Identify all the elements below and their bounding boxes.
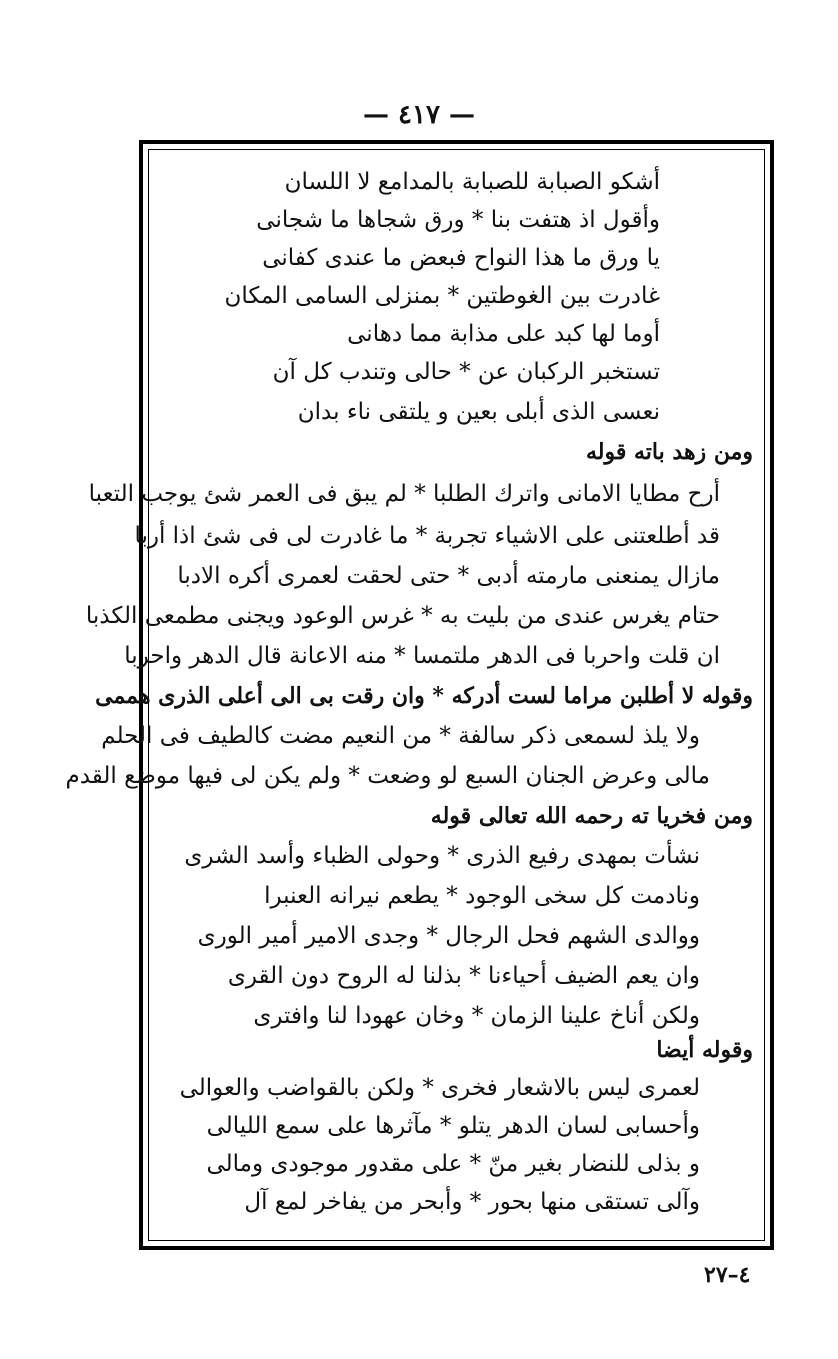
verse-line: حتام يغرس عندى من بليت به * غرس الوعود ويجنى مطمعى الكذبا xyxy=(85,603,720,629)
signature-mark: ٤–٢٧ xyxy=(704,1262,751,1288)
verse-line: تستخبر الركبان عن * حالى وتندب كل آن xyxy=(272,359,660,385)
verse-line: مازال يمنعنى مارمته أدبى * حتى لحقت لعمرى أكره الادبا xyxy=(177,563,720,589)
verse-line: نشأت بمهدى رفيع الذرى * وحولى الظباء وأسد الشرى xyxy=(184,843,700,869)
page-number: — ٤١٧ — xyxy=(362,100,476,130)
verse-line: أرح مطايا الامانى واترك الطلبا * لم يبق فى العمر شئ يوجب التعبا xyxy=(88,481,720,507)
verse-line: ان قلت واحربا فى الدهر ملتمسا * منه الاعانة قال الدهر واحربا xyxy=(124,643,720,669)
section-heading: ومن فخريا ته رحمه الله تعالى قوله xyxy=(430,803,753,829)
section-heading: وقوله أيضا xyxy=(656,1037,753,1063)
verse-line: ووالدى الشهم فحل الرجال * وجدى الامير أمير الورى xyxy=(197,923,700,949)
verse-line: وأقول اذ هتفت بنا * ورق شجاها ما شجانى xyxy=(256,207,660,233)
text-body xyxy=(65,158,755,1233)
verse-line: و بذلى للنضار بغير منّ * على مقدور موجودى ومالى xyxy=(206,1151,700,1177)
verse-line: أوما لها كبد على مذابة مما دهانى xyxy=(347,321,660,347)
verse-line: قد أطلعتنى على الاشياء تجربة * ما غادرت لى فى شئ اذا أربا xyxy=(134,523,720,549)
verse-line: وأحسابى لسان الدهر يتلو * مآثرها على سمع الليالى xyxy=(206,1113,700,1139)
verse-line: مالى وعرض الجنان السبع لو وضعت * ولم يكن لى فيها موضع القدم xyxy=(65,763,710,789)
verse-line: غادرت بين الغوطتين * بمنزلى السامى المكان xyxy=(224,283,660,309)
verse-line: ولكن أناخ علينا الزمان * وخان عهودا لنا وافترى xyxy=(253,1003,700,1029)
verse-line: ولا يلذ لسمعى ذكر سالفة * من النعيم مضت كالطيف فى الحلم xyxy=(101,723,700,749)
verse-line: ونادمت كل سخى الوجود * يطعم نيرانه العنبرا xyxy=(264,883,700,909)
verse-line: وان يعم الضيف أحياءنا * بذلنا له الروح دون القرى xyxy=(227,963,700,989)
verse-line: وآلى تستقى منها بحور * وأبحر من يفاخر لمع آل xyxy=(244,1189,700,1215)
verse-line: وقوله لا أطلبن مراما لست أدركه * وان رقت بى الى أعلى الذرى هممى xyxy=(95,683,753,709)
verse-line: نعسى الذى أبلى بعين و يلتقى ناء بدان xyxy=(297,399,660,425)
section-heading: ومن زهد باته قوله xyxy=(585,439,753,465)
verse-line: يا ورق ما هذا النواح فبعض ما عندى كفانى xyxy=(262,245,660,271)
verse-line: أشكو الصبابة للصبابة بالمدامع لا اللسان xyxy=(284,169,660,195)
verse-line: لعمرى ليس بالاشعار فخرى * ولكن بالقواضب والعوالى xyxy=(179,1075,700,1101)
